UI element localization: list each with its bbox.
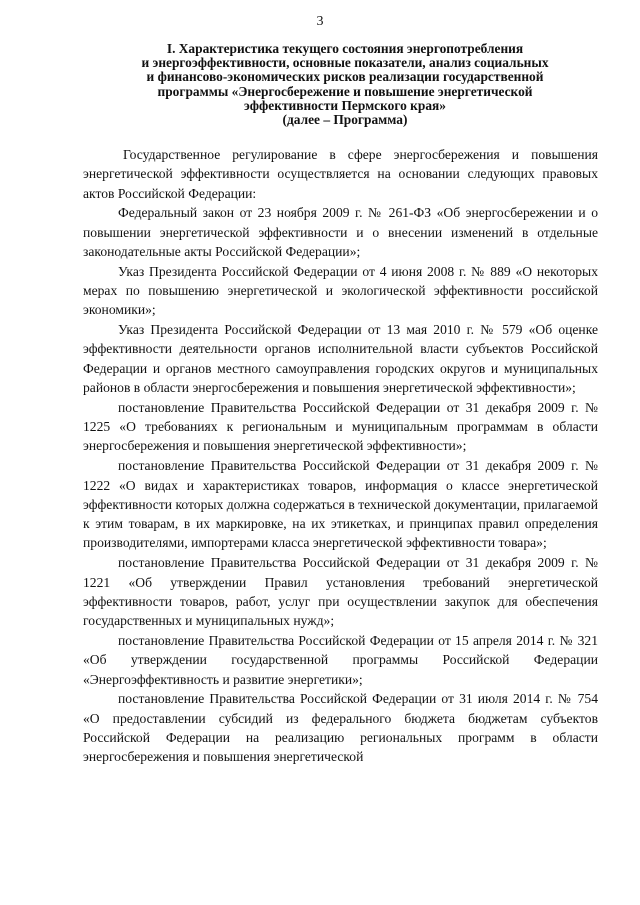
page-number: 3 xyxy=(316,14,324,29)
legal-act-item: постановление Правительства Российской Федерации от 31 июля 2014 г. № 754 «О предоставлении субсидий из федерального бюджета бюджетам субъектов Российской Федерации на реализацию региональных программ в области энергосбережения и повышения энергетической xyxy=(83,691,598,765)
legal-act-item: Указ Президента Российской Федерации от 4 июня 2008 г. № 889 «О некоторых мерах по повышению энергетической и экологической эффективности российской экономики»; xyxy=(83,263,598,318)
legal-act-item: Федеральный закон от 23 ноября 2009 г. № 261-ФЗ «Об энергосбережении и о повышении энергетической эффективности и о внесении изменений в отдельные законодательные акты Российской Федерации»; xyxy=(83,205,598,259)
body-paragraph: Государственное регулирование в сфере энергосбережения и повышения энергетической эффективности осуществляется на основании следующих правовых актов Российской Федерации: xyxy=(83,147,598,201)
heading-line: программы «Энергосбережение и повышение энергетической xyxy=(157,83,533,99)
heading-line: и финансово-экономических рисков реализации государственной xyxy=(146,69,544,85)
heading-line: эффективности Пермского края» xyxy=(244,97,446,113)
legal-act-item: Указ Президента Российской Федерации от 13 мая 2010 г. № 579 «Об оценке эффективности деятельности органов исполнительной власти субъектов Российской Федерации и органов местного самоуправления городских округов и муниципальных районов в области энергосбережения и повышения энергетической эффективности»; xyxy=(83,322,598,396)
legal-act-item: постановление Правительства Российской Федерации от 31 декабря 2009 г. № 1225 «О требованиях к региональным и муниципальным программам в области энергосбережения и повышения энергетической эффективности»; xyxy=(83,399,598,454)
heading-line: (далее – Программа) xyxy=(282,112,408,128)
document-body xyxy=(83,145,598,767)
heading-line: I. Характеристика текущего состояния энергопотребления xyxy=(166,41,524,56)
section-heading xyxy=(90,42,600,127)
heading-line: и энергоэффективности, основные показатели, анализ социальных xyxy=(141,55,549,71)
legal-act-item: постановление Правительства Российской Федерации от 15 апреля 2014 г. № 321 «Об утверждении государственной программы Российской Федерации «Энергоэффективность и развитие энергетики»; xyxy=(83,632,598,687)
legal-act-item: постановление Правительства Российской Федерации от 31 декабря 2009 г. № 1221 «Об утверждении Правил установления требований энергетической эффективности товаров, работ, услуг при осуществлении закупок для обеспечения государственных и муниципальных нужд»; xyxy=(83,555,598,629)
legal-act-item: постановление Правительства Российской Федерации от 31 декабря 2009 г. № 1222 «О видах и характеристиках товаров, информация о классе энергетической эффективности которых должна содержаться в технической документации, прилагаемой к этим товарам, в их маркировке, на их этикетках, и принципах правил определения производителями, импортерами класса энергетической эффективности товара»; xyxy=(83,458,598,551)
